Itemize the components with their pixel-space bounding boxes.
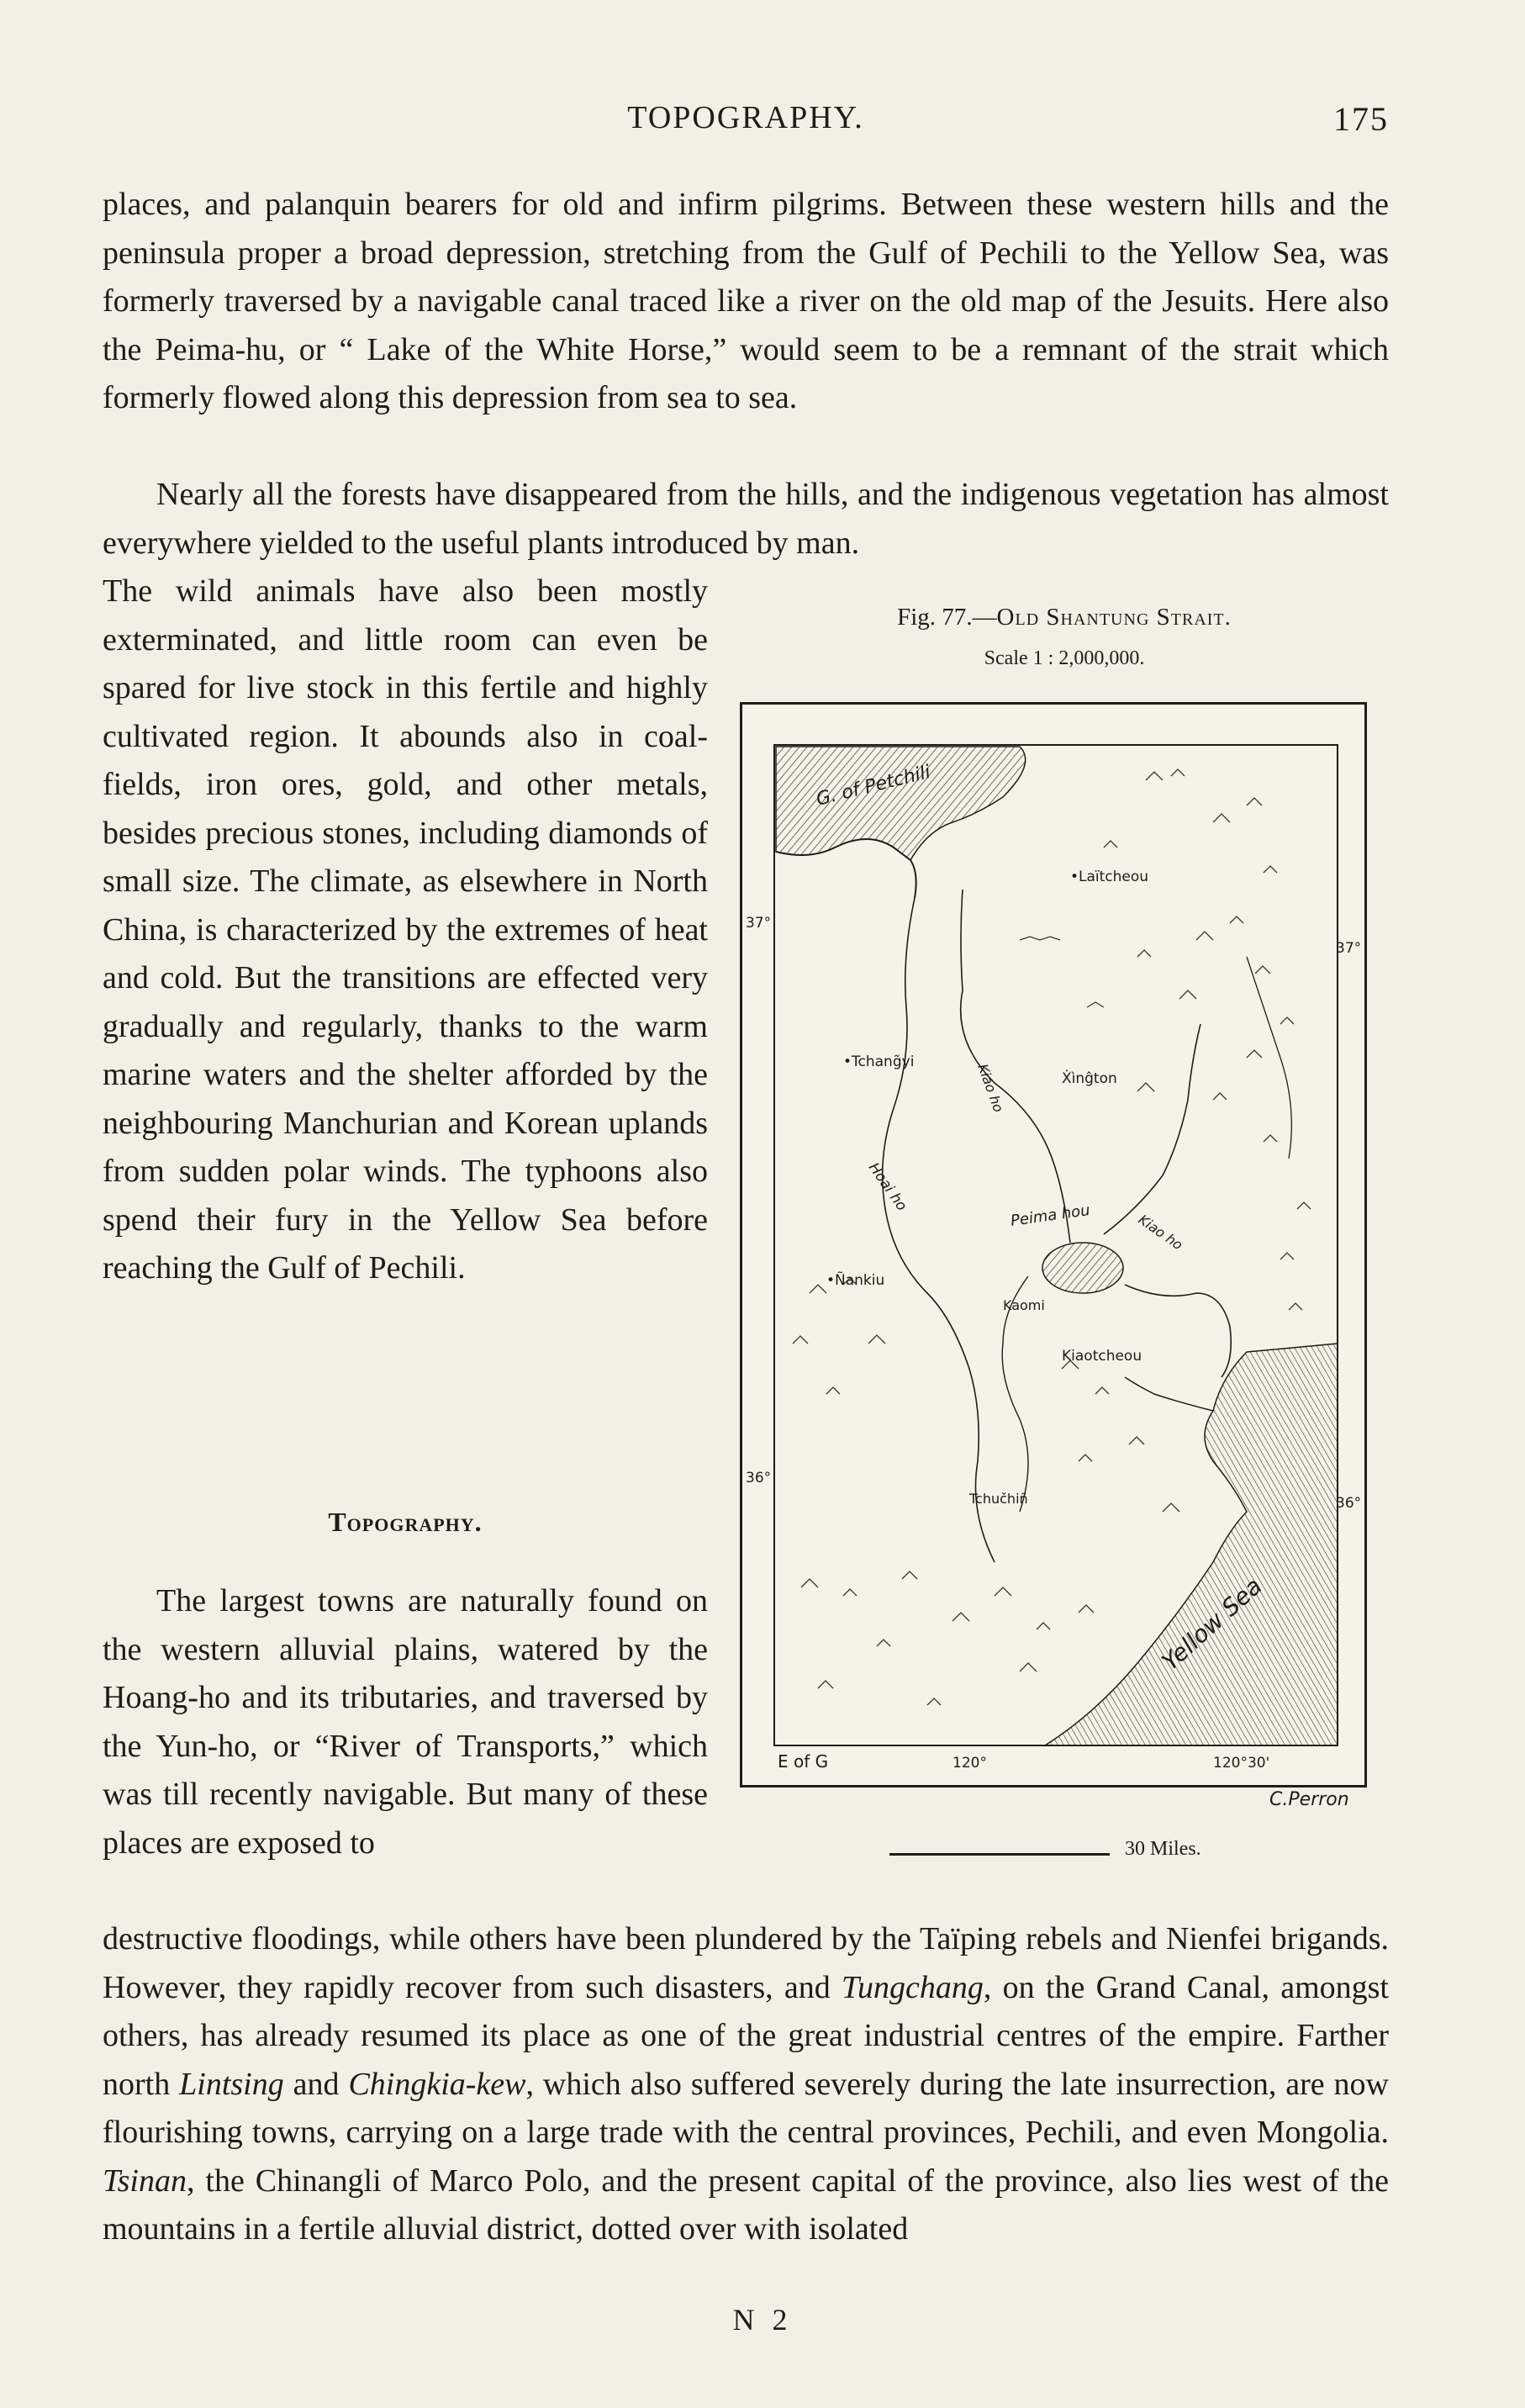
running-head — [103, 99, 1389, 150]
label-hoai-ho: Hoai ho — [864, 1159, 910, 1215]
label-kiaotcheou: Kiaotcheou — [1062, 1348, 1142, 1365]
label-kiao-ho-lower: Kiao ho — [1135, 1211, 1186, 1254]
engraver-credit: C.Perron — [1269, 1789, 1349, 1810]
label-lat37-left: 37° — [746, 915, 772, 932]
kiaotcheou-bay-shore — [1125, 1377, 1213, 1411]
paragraph-1: places, and palanquin bearers for old and infirm pilgrims. Between these western hills and the peninsula proper a broad depression, stretching from the Gulf of Pechili to the Yellow Sea, was formerly traversed by a navigable canal traced like a river on the old map of the Jesuits. Here also the Peima-hu, or “ Lake of the White Horse,” would seem to be a remnant of the strait which formerly flowed along this depression from sea to sea. — [103, 187, 1389, 415]
paragraph-3-column: The largest towns are naturally found on the western alluvial plains, watered by the Hoang-ho and its tributaries, and traversed by the Yun-ho, or “River of Transports,” which was till recently navigable. But many of these places are exposed to — [103, 1583, 708, 1861]
river-north-east — [1104, 1024, 1200, 1234]
text-run: , on the Grand Canal, amongst others, has already resumed its place as one of the great industrial centres of the empire. Farther north — [103, 1969, 1389, 2102]
place-tungchang: Tungchang — [842, 1969, 984, 2005]
label-long-left: E of G — [778, 1751, 829, 1772]
text-run: , which also suffered severely during the late insurrection, are now flourishing towns, carrying on a large trade with the central provinces, Pechili, and even Mongolia. — [103, 2066, 1389, 2150]
figure-title: Old Shantung Strait. — [996, 604, 1232, 631]
text-run: , the Chinangli of Marco Polo, and the present capital of the province, also lies west of the mountains in a fertile alluvial district, dotted over with isolated — [103, 2162, 1389, 2247]
eastern-stream — [1247, 957, 1291, 1159]
page-number: 175 — [1333, 100, 1389, 138]
map-frame — [740, 702, 1367, 1788]
label-lat36-left: 36° — [746, 1470, 772, 1487]
paragraph-2-lead: Nearly all the forests have disappeared from the hills, and the indigenous vegetation has almost everywhere yielded to the useful plants introduced by man. — [103, 477, 1389, 561]
map-illustration — [742, 705, 1364, 1785]
place-chingkia-kew: Chingkia-kew — [348, 2066, 526, 2102]
label-kiao-ho-upper: Kiao ho — [974, 1061, 1007, 1115]
text-run: destructive floodings, while others have been plundered by the Taïping rebels and Nienfei brigands. However, they rapidly recover from such disasters, and — [103, 1921, 1389, 2005]
running-title: TOPOGRAPHY. — [627, 100, 864, 135]
signature-mark: N 2 — [732, 2303, 793, 2337]
lake-peima-hou — [1042, 1243, 1123, 1293]
scale-bar-label: 30 Miles. — [1125, 1838, 1201, 1860]
section-heading: Topography. — [328, 1507, 483, 1537]
label-ington: Ẋìnĝton — [1062, 1070, 1117, 1087]
figure-scale: Scale 1 : 2,000,000. — [984, 647, 1145, 669]
label-lat37-right: 37° — [1336, 940, 1362, 957]
label-gulf: G. of Petchili — [814, 761, 933, 811]
place-tsinan: Tsinan — [103, 2162, 187, 2199]
label-yellow-sea: Yellow Sea — [1156, 1571, 1268, 1677]
label-peima-hou: Peima hou — [1009, 1201, 1091, 1230]
label-laitcheou: •Laïtcheou — [1070, 869, 1149, 885]
label-long-12030: 120°30' — [1213, 1755, 1270, 1772]
label-tchangyi: •Tchang̃yi — [843, 1054, 915, 1070]
paragraph-3-continued — [103, 1915, 1389, 2254]
label-ngankiu: •Ñankiu — [826, 1272, 885, 1289]
figure-caption — [740, 604, 1389, 631]
text-run: and — [283, 2066, 349, 2102]
figure-number: Fig. 77.— — [897, 604, 997, 631]
label-kaomi: Kaomi — [1003, 1297, 1045, 1313]
label-tchutching: Tchučhiñ — [969, 1491, 1028, 1507]
yellow-sea-water — [1045, 1344, 1338, 1745]
gulf-of-petchili-water — [776, 747, 1026, 860]
paragraph-2-column: The wild animals have also been mostly exterminated, and little room can even be spared for live stock in this fertile and highly cultivated region. It abounds also in coal-fields, iron ores, gold, and other metals, besides precious stones, including diamonds of small size. The climate, as elsewhere in North China, is characterized by the extremes of heat and cold. But the transitions are effected very gradually and regularly, thanks to the warm marine waters and the shelter afforded by the neighbouring Manchurian and Korean uplands from sudden polar winds. The typhoons also spend their fury in the Yellow Sea before reaching the Gulf of Pechili. — [103, 573, 708, 1286]
scale-bar — [889, 1853, 1110, 1856]
label-long-120: 120° — [952, 1755, 987, 1772]
hoai-ho-river — [883, 898, 995, 1562]
place-lintsing: Lintsing — [179, 2066, 284, 2102]
label-lat36-right: 36° — [1336, 1495, 1362, 1512]
